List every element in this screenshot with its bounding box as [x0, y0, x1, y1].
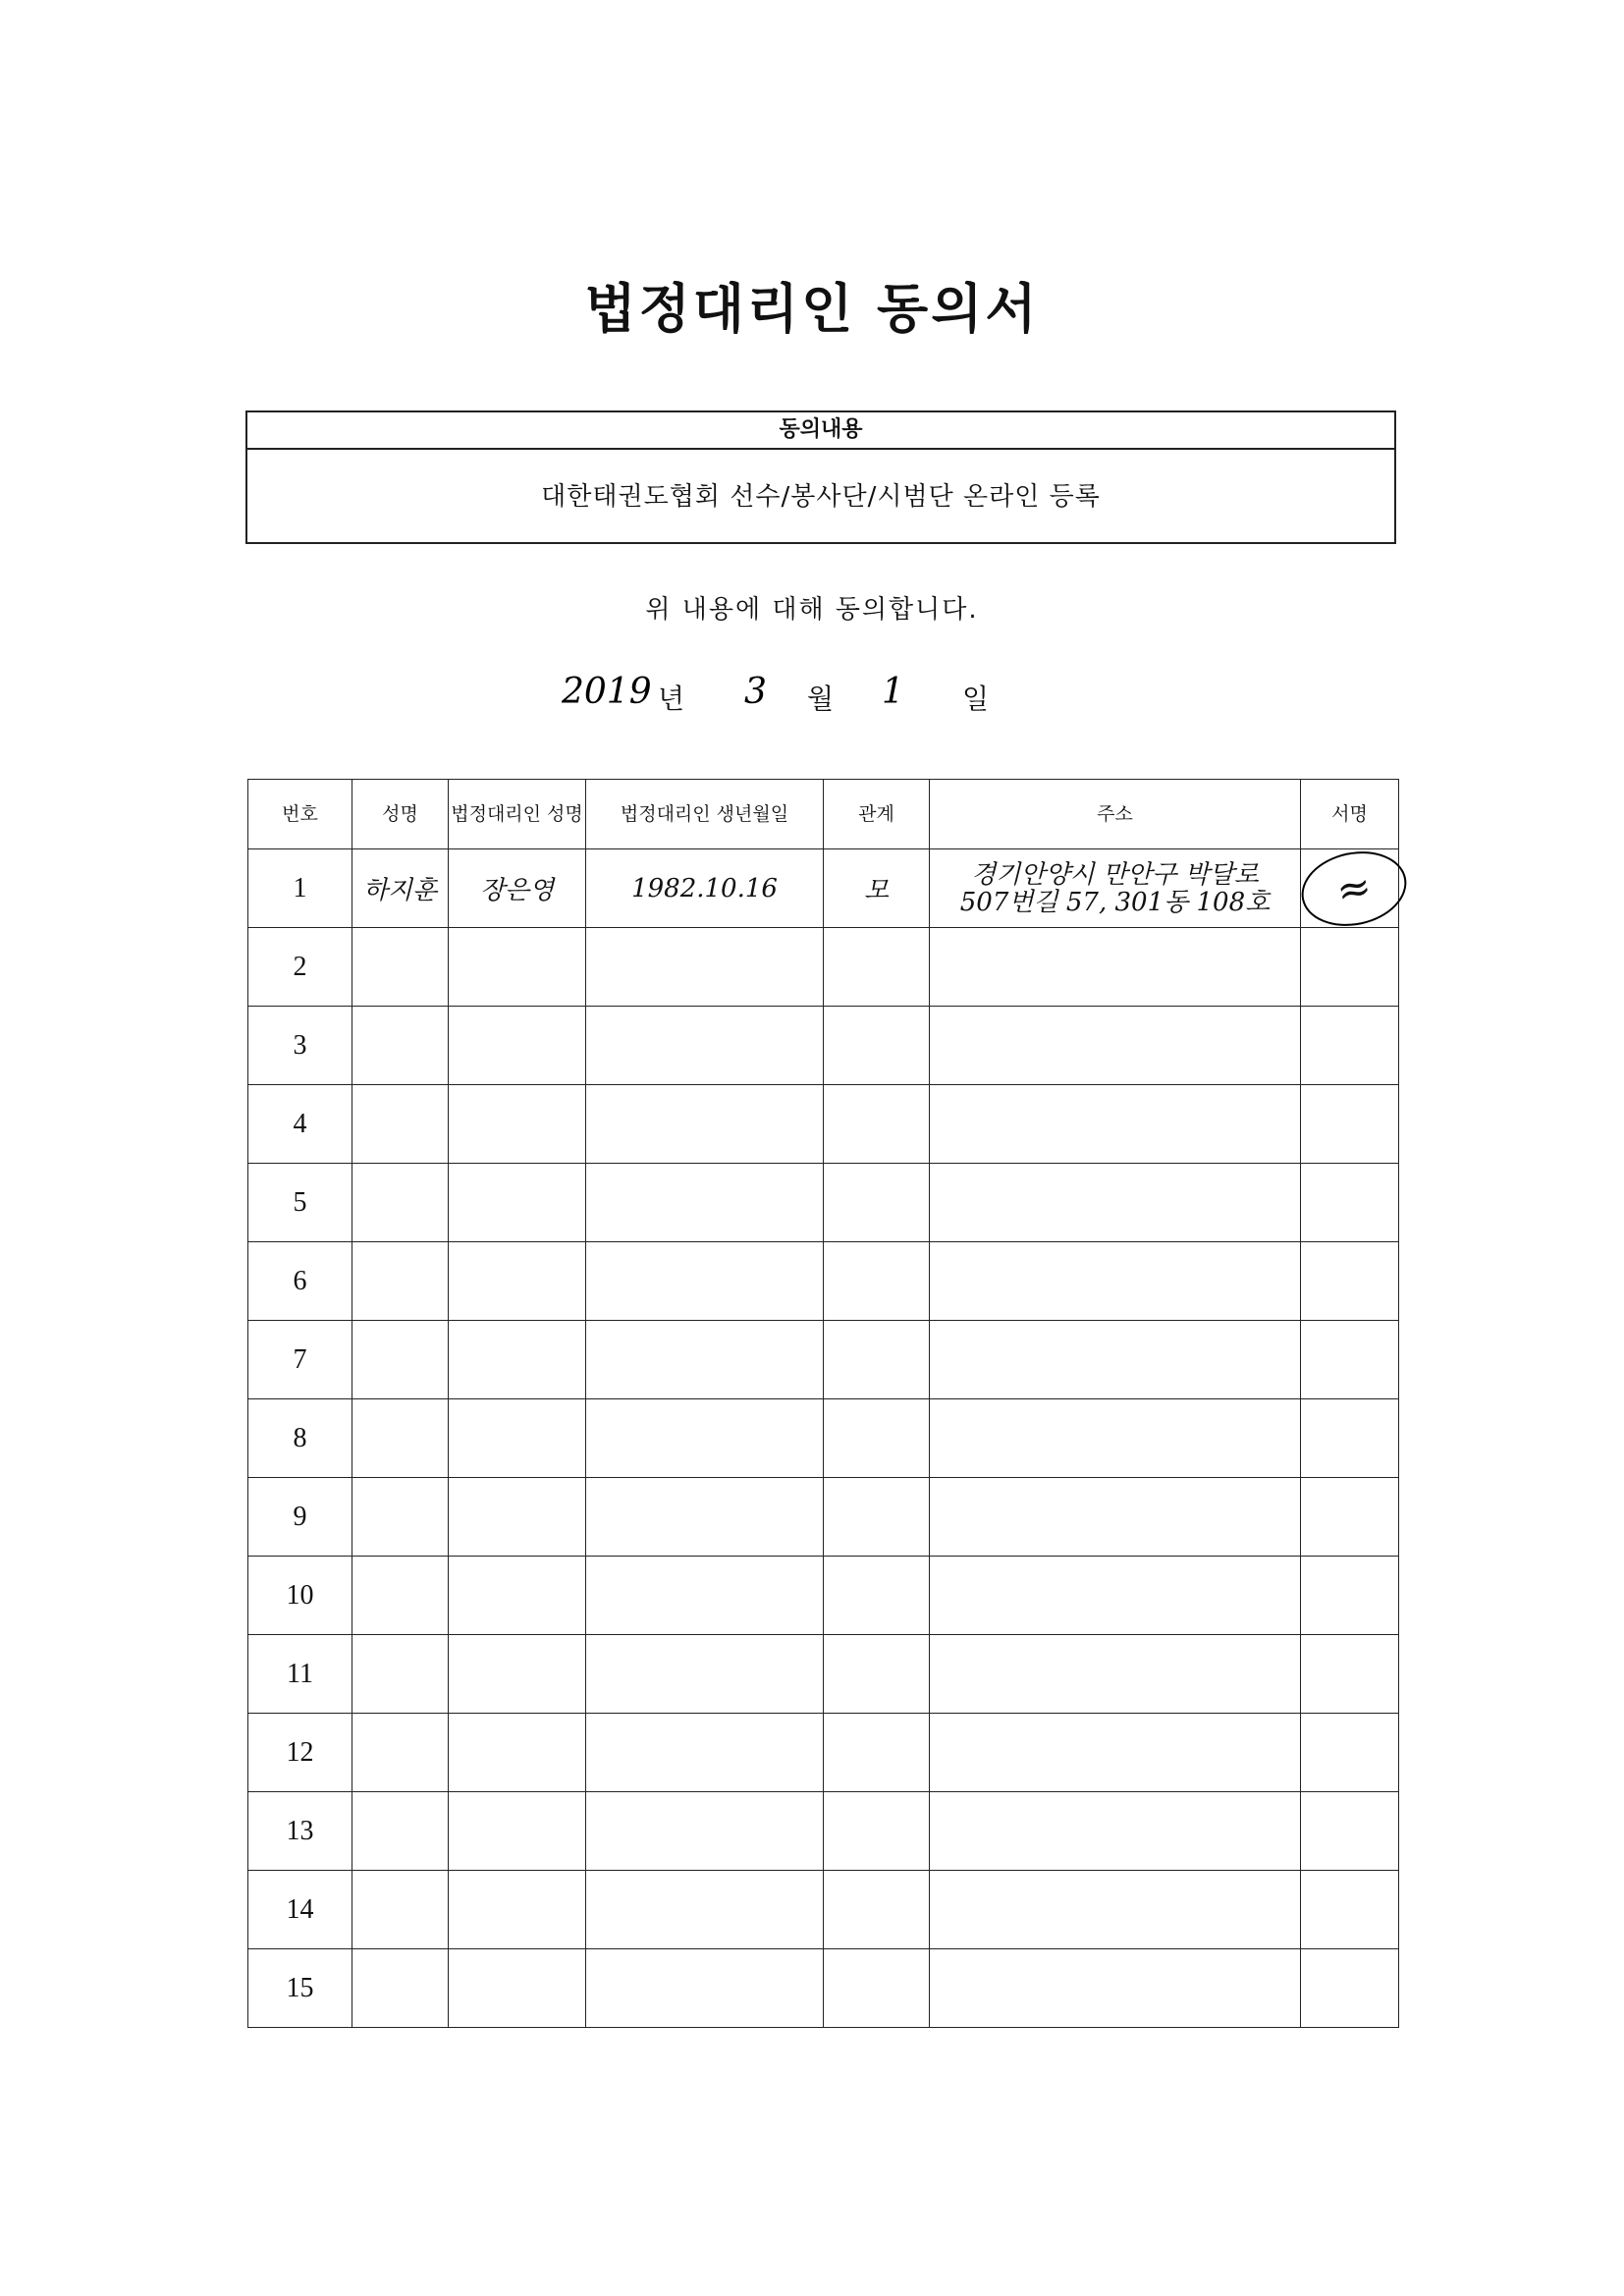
cell-name [352, 1164, 449, 1242]
cell-address [930, 1321, 1301, 1399]
header-address: 주소 [930, 780, 1301, 849]
cell-relation [824, 1714, 930, 1792]
cell-signature [1301, 1635, 1399, 1714]
cell-guardian-birth [586, 1792, 824, 1871]
cell-signature [1301, 1557, 1399, 1635]
cell-guardian-birth [586, 1557, 824, 1635]
date-day-label: 일 [962, 683, 990, 715]
cell-signature [1301, 928, 1399, 1007]
cell-guardian-name [449, 928, 586, 1007]
cell-name [352, 1007, 449, 1085]
row-number: 1 [248, 849, 352, 928]
address-line-2: 507번길 57, 301동 108호 [959, 887, 1271, 917]
cell-signature [1301, 1085, 1399, 1164]
cell-signature [1301, 1871, 1399, 1949]
cell-name [352, 1242, 449, 1321]
table-row [248, 1007, 1399, 1085]
date-line [0, 672, 1624, 737]
header-relation: 관계 [824, 780, 930, 849]
cell-relation [824, 1164, 930, 1242]
cell-signature [1301, 1007, 1399, 1085]
cell-relation [824, 1871, 930, 1949]
cell-signature [1301, 1714, 1399, 1792]
cell-signature [1301, 1242, 1399, 1321]
table-row [248, 1321, 1399, 1399]
agreement-statement: 위 내용에 대해 동의합니다. [645, 595, 979, 625]
table-row [248, 1399, 1399, 1478]
cell-guardian-birth [586, 1007, 824, 1085]
cell-guardian-name [449, 1321, 586, 1399]
row-number: 8 [248, 1399, 352, 1478]
cell-guardian-birth [586, 1399, 824, 1478]
cell-relation [824, 1085, 930, 1164]
cell-signature [1301, 1792, 1399, 1871]
cell-name [352, 1635, 449, 1714]
cell-guardian-birth [586, 1164, 824, 1242]
row-number: 7 [248, 1321, 352, 1399]
cell-address [930, 1557, 1301, 1635]
cell-guardian-birth [586, 1635, 824, 1714]
consent-header: 동의내용 [247, 412, 1394, 450]
cell-guardian-name: 장은영 [449, 849, 586, 928]
cell-address [930, 849, 1301, 928]
table-row [248, 849, 1399, 928]
cell-address [930, 1399, 1301, 1478]
cell-address [930, 928, 1301, 1007]
cell-guardian-birth [586, 928, 824, 1007]
consent-content: 대한태권도협회 선수/봉사단/시범단 온라인 등록 [541, 482, 1101, 512]
table-row [248, 1478, 1399, 1557]
cell-guardian-name [449, 1557, 586, 1635]
cell-name [352, 1085, 449, 1164]
cell-guardian-name [449, 1007, 586, 1085]
cell-address [930, 1085, 1301, 1164]
cell-guardian-birth [586, 1321, 824, 1399]
row-number: 10 [248, 1557, 352, 1635]
cell-address [930, 1007, 1301, 1085]
table-row [248, 1949, 1399, 2028]
row-number: 13 [248, 1792, 352, 1871]
header-number: 번호 [248, 780, 352, 849]
cell-guardian-birth [586, 1085, 824, 1164]
cell-name: 하지훈 [352, 849, 449, 928]
cell-signature [1301, 1478, 1399, 1557]
header-name: 성명 [352, 780, 449, 849]
cell-address [930, 1871, 1301, 1949]
cell-name [352, 1557, 449, 1635]
consent-content-box [245, 410, 1396, 544]
cell-signature [1301, 1399, 1399, 1478]
cell-guardian-name [449, 1792, 586, 1871]
cell-address [930, 1792, 1301, 1871]
cell-signature [1301, 1949, 1399, 2028]
cell-relation [824, 1242, 930, 1321]
row-number: 5 [248, 1164, 352, 1242]
table-row [248, 1714, 1399, 1792]
date-day-value: 1 [882, 672, 904, 712]
cell-relation [824, 1949, 930, 2028]
date-year-label: 년 [658, 683, 685, 715]
cell-relation [824, 1321, 930, 1399]
row-number: 4 [248, 1085, 352, 1164]
table-row [248, 1792, 1399, 1871]
cell-relation [824, 1635, 930, 1714]
header-guardian-name: 법정대리인 성명 [449, 780, 586, 849]
row-number: 3 [248, 1007, 352, 1085]
cell-name [352, 1949, 449, 2028]
row-number: 9 [248, 1478, 352, 1557]
cell-relation: 모 [824, 849, 930, 928]
table-row [248, 928, 1399, 1007]
cell-address [930, 1478, 1301, 1557]
cell-guardian-name [449, 1635, 586, 1714]
row-number: 11 [248, 1635, 352, 1714]
date-month-value: 3 [744, 672, 767, 712]
cell-signature [1301, 1321, 1399, 1399]
cell-name [352, 1871, 449, 1949]
table-row [248, 1871, 1399, 1949]
table-row [248, 1242, 1399, 1321]
cell-name [352, 1714, 449, 1792]
cell-relation [824, 1399, 930, 1478]
cell-guardian-birth [586, 1478, 824, 1557]
cell-address [930, 1164, 1301, 1242]
cell-guardian-name [449, 1871, 586, 1949]
date-year-value: 2019 [562, 672, 652, 712]
header-signature: 서명 [1301, 780, 1399, 849]
cell-address [930, 1635, 1301, 1714]
table-header-row [248, 780, 1399, 849]
date-month-label: 월 [807, 683, 835, 715]
cell-guardian-name [449, 1085, 586, 1164]
cell-guardian-name [449, 1399, 586, 1478]
document-title: 법정대리인 동의서 [584, 278, 1040, 340]
table-row [248, 1557, 1399, 1635]
cell-relation [824, 1007, 930, 1085]
cell-address [930, 1242, 1301, 1321]
cell-guardian-birth [586, 1949, 824, 2028]
cell-relation [824, 1792, 930, 1871]
handwritten-signature-mark: ≈ [1294, 842, 1413, 935]
cell-address [930, 1949, 1301, 2028]
header-guardian-birth: 법정대리인 생년월일 [586, 780, 824, 849]
row-number: 12 [248, 1714, 352, 1792]
cell-signature [1301, 849, 1399, 928]
cell-name [352, 1399, 449, 1478]
row-number: 14 [248, 1871, 352, 1949]
cell-name [352, 1478, 449, 1557]
cell-relation [824, 1478, 930, 1557]
cell-guardian-name [449, 1164, 586, 1242]
row-number: 15 [248, 1949, 352, 2028]
table-row [248, 1085, 1399, 1164]
cell-address [930, 1714, 1301, 1792]
cell-relation [824, 1557, 930, 1635]
cell-guardian-birth [586, 1242, 824, 1321]
guardian-roster-table [247, 779, 1399, 2028]
cell-relation [824, 928, 930, 1007]
table-row [248, 1635, 1399, 1714]
cell-name [352, 1321, 449, 1399]
cell-signature [1301, 1164, 1399, 1242]
table-row [248, 1164, 1399, 1242]
cell-name [352, 928, 449, 1007]
cell-guardian-birth [586, 1714, 824, 1792]
address-line-1: 경기안양시 만안구 박달로 [971, 859, 1259, 890]
cell-guardian-name [449, 1714, 586, 1792]
cell-guardian-birth [586, 1871, 824, 1949]
cell-guardian-name [449, 1949, 586, 2028]
cell-guardian-name [449, 1478, 586, 1557]
cell-name [352, 1792, 449, 1871]
cell-guardian-birth: 1982.10.16 [586, 849, 824, 928]
row-number: 2 [248, 928, 352, 1007]
cell-guardian-name [449, 1242, 586, 1321]
row-number: 6 [248, 1242, 352, 1321]
